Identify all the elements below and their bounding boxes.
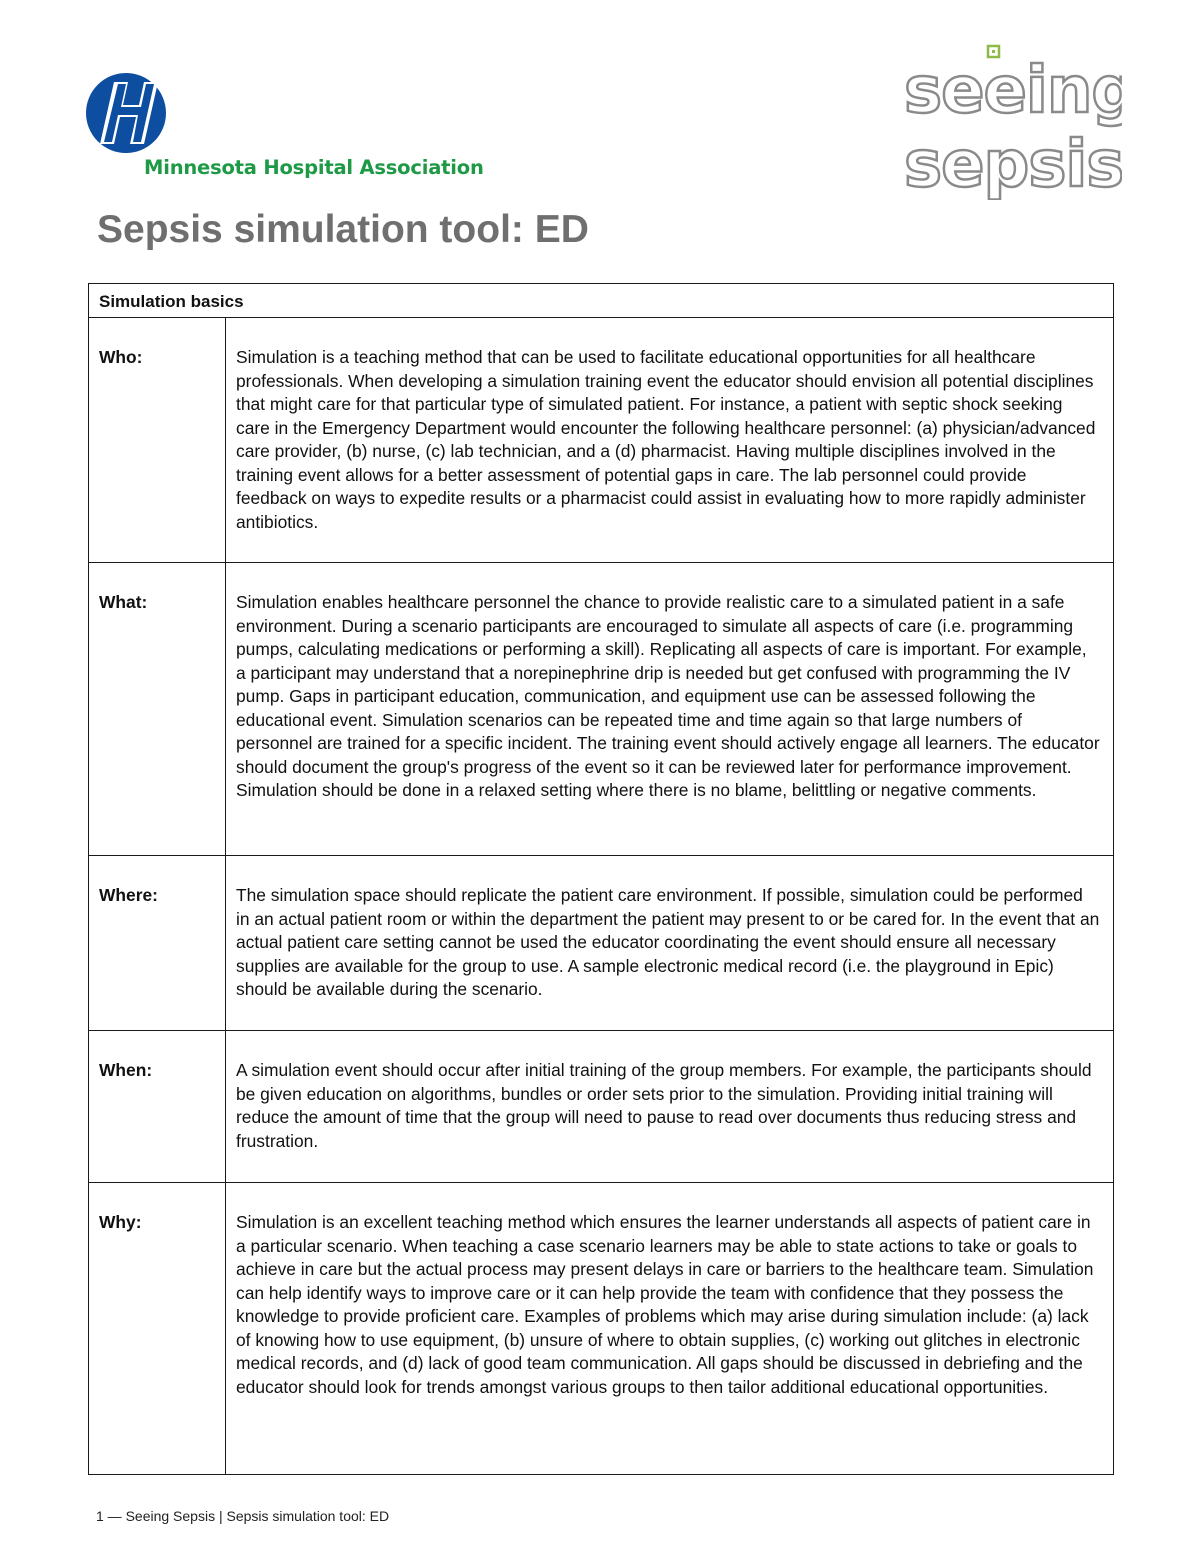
table-row — [89, 563, 1114, 856]
page-footer: 1 — Seeing Sepsis | Sepsis simulation tool: ED — [96, 1508, 390, 1524]
org-name: Minnesota Hospital Association — [144, 156, 484, 179]
table-header: Simulation basics — [89, 284, 1114, 318]
row-text-who: Simulation is a teaching method that can be used to facilitate educational opportunities for all healthcare professionals. When developing a simulation training event the educator should envision all potential disciplines that might care for that particular type of simulated patient. For instance, a patient with septic shock seeking care in the Emergency Department would encounter the following healthcare personnel: (a) physician/advanced care provider, (b) nurse, (c) lab technician, and a (d) pharmacist. Having multiple disciplines involved in the training event allows for a better assessment of potential gaps in care. The lab personnel could provide feedback on ways to expedite results or a pharmacist could assist in evaluating how to more rapidly administer antibiotics. — [226, 318, 1114, 563]
row-label-why: Why: — [89, 1183, 226, 1475]
simulation-basics-table — [88, 283, 1114, 1475]
table-header-row — [89, 284, 1114, 318]
row-label-when: When: — [89, 1031, 226, 1183]
row-label-who: Who: — [89, 318, 226, 563]
logo-line-seeing: seeing — [904, 54, 1122, 128]
table-row — [89, 1031, 1114, 1183]
mha-h-logo-icon — [86, 70, 166, 156]
page-title: Sepsis simulation tool: ED — [97, 208, 589, 251]
row-label-where: Where: — [89, 856, 226, 1031]
row-text-what: Simulation enables healthcare personnel the chance to provide realistic care to a simulated patient in a safe environment. During a scenario participants are encouraged to simulate all aspects of care (i.e. programming pumps, calculating medications or performing a skill). Replicating all aspects of care is important. For example, a participant may understand that a norepinephrine drip is needed but get confused with programming the IV pump. Gaps in participant education, communication, and equipment use can be assessed following the educational event. Simulation scenarios can be repeated time and time again so that large numbers of personnel are trained for a specific incident. The training event should actively engage all learners. The educator should document the group's progress of the event so it can be reviewed later for performance improvement. Simulation should be done in a relaxed setting where there is no blame, belittling or negative comments. — [226, 563, 1114, 856]
row-label-what: What: — [89, 563, 226, 856]
row-text-where: The simulation space should replicate the patient care environment. If possible, simulation could be performed in an actual patient room or within the department the patient may present to or be cared for. In the event that an actual patient care setting cannot be used the educator coordinating the event should ensure all necessary supplies are available for the group to use. A sample electronic medical record (i.e. the playground in Epic) should be available during the scenario. — [226, 856, 1114, 1031]
row-text-why: Simulation is an excellent teaching method which ensures the learner understands all aspects of patient care in a particular scenario. When teaching a case scenario learners may be able to state actions to take or goals to achieve in care but the actual process may present delays in care or barriers to the healthcare team. Simulation can help identify ways to improve care or it can help provide the team with confidence that they possess the knowledge to provide proficient care. Examples of problems which may arise during simulation include: (a) lack of knowing how to use equipment, (b) unsure of where to obtain supplies, (c) working out glitches in electronic medical records, and (d) lack of good team communication. All gaps should be discussed in debriefing and the educator should look for trends amongst various groups to then tailor additional educational opportunities. — [226, 1183, 1114, 1475]
seeing-sepsis-wordmark — [898, 40, 1122, 200]
table-row — [89, 856, 1114, 1031]
mha-logo — [86, 70, 486, 186]
table-row — [89, 1183, 1114, 1475]
table-row — [89, 318, 1114, 563]
seeing-sepsis-logo — [898, 40, 1122, 200]
logo-line-sepsis: sepsis — [904, 128, 1122, 200]
row-text-when: A simulation event should occur after initial training of the group members. For example, the participants should be given education on algorithms, bundles or order sets prior to the simulation. Providing initial training will reduce the amount of time that the group will need to pause to read over documents thus reducing stress and frustration. — [226, 1031, 1114, 1183]
